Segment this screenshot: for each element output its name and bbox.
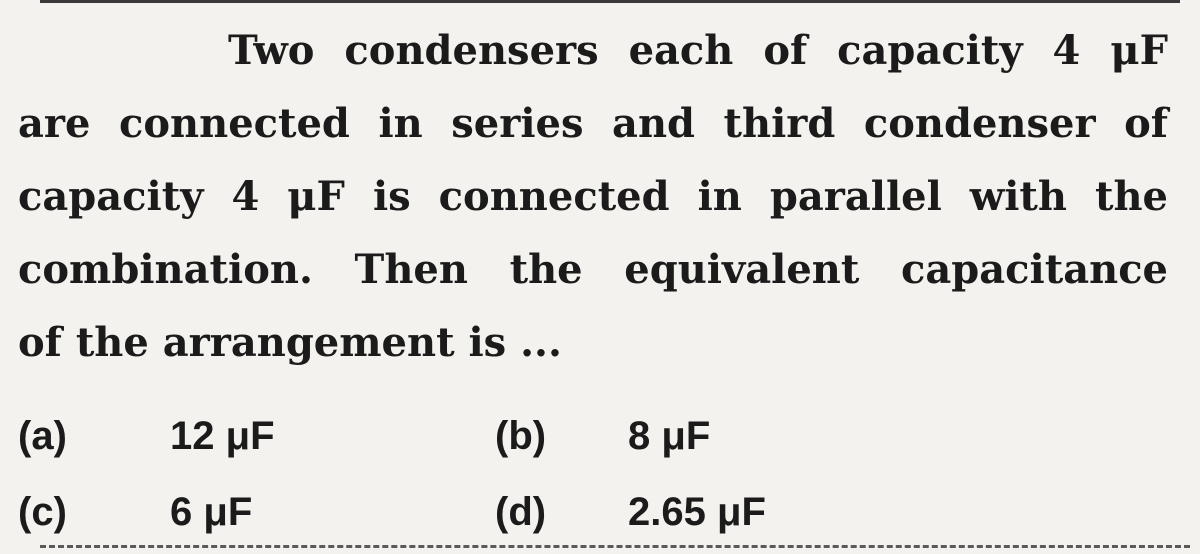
question-line: are connected in series and third condenser of <box>18 100 1168 147</box>
top-divider <box>40 0 1180 3</box>
option-d-label: (d) <box>495 490 547 534</box>
question-line: combination. Then the equivalent capacitance <box>18 246 1168 293</box>
option-b-value: 8 μF <box>628 414 711 458</box>
bottom-divider <box>40 545 1190 548</box>
option-d-value: 2.65 μF <box>628 490 766 534</box>
question-line: of the arrangement is ... <box>18 319 562 366</box>
option-c-label: (c) <box>18 490 67 534</box>
option-c-value: 6 μF <box>170 490 253 534</box>
question-text <box>18 14 1168 379</box>
question-line: Two condensers each of capacity 4 μF <box>228 27 1168 74</box>
option-b-label: (b) <box>495 414 547 458</box>
question-line: capacity 4 μF is connected in parallel with the <box>18 173 1168 220</box>
option-a-label: (a) <box>18 414 67 458</box>
option-a-value: 12 μF <box>170 414 275 458</box>
